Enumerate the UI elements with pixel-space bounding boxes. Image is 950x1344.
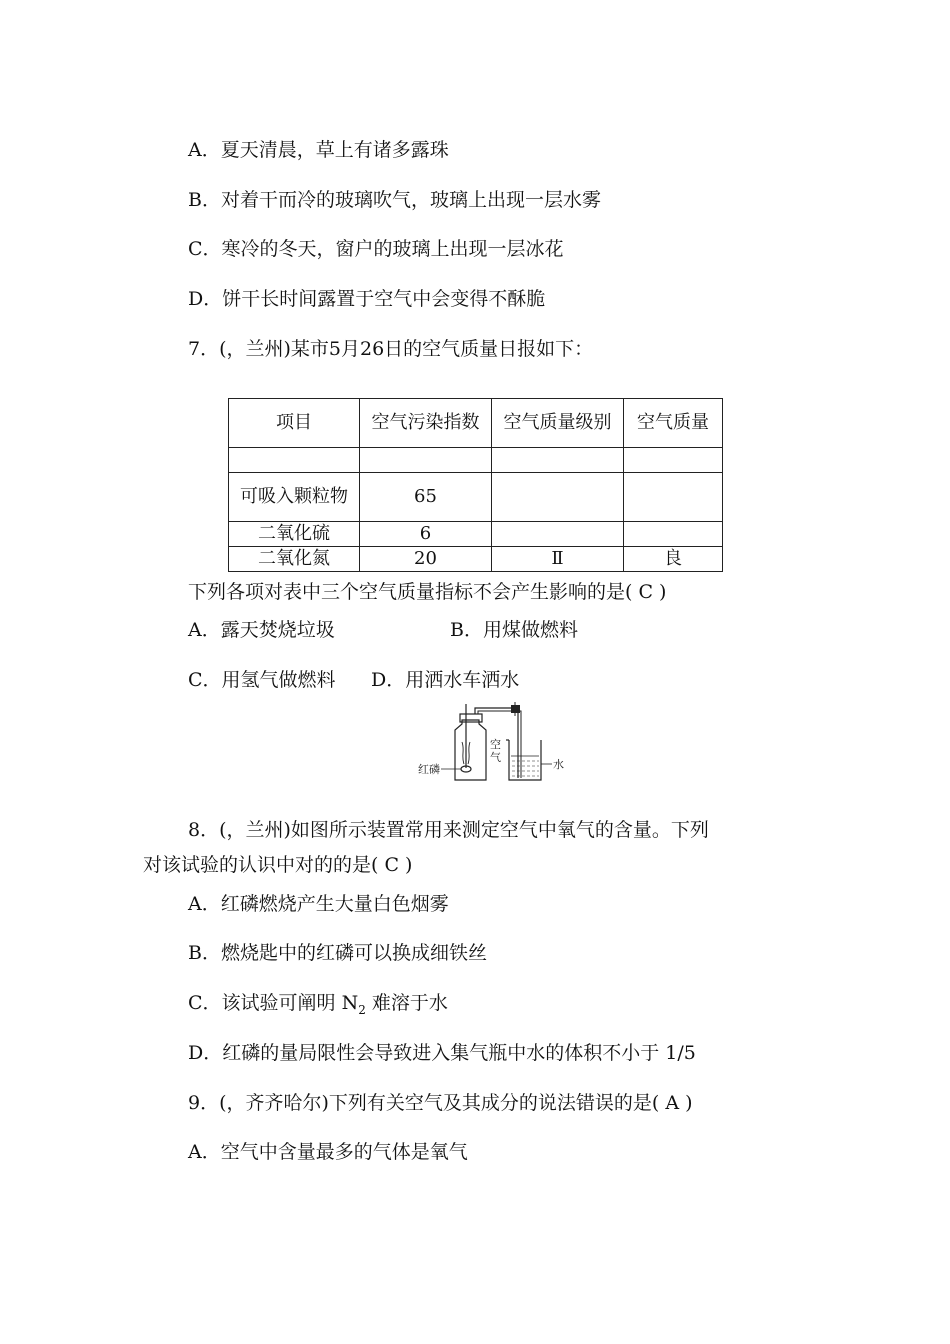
table-row bbox=[229, 448, 723, 473]
q6-option-d: D．饼干长时间露置于空气中会变得不酥脆 bbox=[188, 288, 546, 310]
q8-option-c-pre: C．该试验可阐明 N bbox=[188, 992, 359, 1014]
table-header-row bbox=[229, 399, 723, 448]
table-cell: 65 bbox=[360, 473, 492, 522]
q8-option-b: B．燃烧匙中的红磷可以换成细铁丝 bbox=[188, 942, 487, 964]
table-cell: 可吸入颗粒物 bbox=[229, 473, 360, 522]
label-water: 水 bbox=[553, 758, 564, 771]
q7-stem: 7．(，兰州)某市5月26日的空气质量日报如下： bbox=[188, 338, 594, 360]
q6-option-c: C．寒冷的冬天，窗户的玻璃上出现一层冰花 bbox=[188, 238, 564, 260]
table-cell bbox=[624, 473, 723, 522]
q8-option-d: D．红磷的量局限性会导致进入集气瓶中水的体积不小于 1/5 bbox=[188, 1042, 696, 1064]
table-cell: Ⅱ bbox=[492, 547, 624, 572]
table-cell: 6 bbox=[360, 522, 492, 547]
q6-option-b: B．对着干而冷的玻璃吹气，玻璃上出现一层水雾 bbox=[188, 189, 601, 211]
header-index: 空气污染指数 bbox=[360, 399, 492, 448]
table-row bbox=[229, 547, 723, 572]
header-item: 项目 bbox=[229, 399, 360, 448]
label-red-phosphorus: 红磷 bbox=[418, 763, 440, 776]
q8-option-c bbox=[188, 991, 448, 1022]
table-cell: 二氧化氮 bbox=[229, 547, 360, 572]
table-row bbox=[229, 473, 723, 522]
q7-question: 下列各项对表中三个空气质量指标不会产生影响的是( C ) bbox=[188, 581, 667, 603]
header-level: 空气质量级别 bbox=[492, 399, 624, 448]
q8-stem-line1: 8．(，兰州)如图所示装置常用来测定空气中氧气的含量。下列 bbox=[188, 819, 709, 841]
q6-option-a: A．夏天清晨，草上有诸多露珠 bbox=[188, 139, 449, 161]
q9-option-a: A．空气中含量最多的气体是氧气 bbox=[188, 1141, 468, 1163]
q8-stem-line2: 对该试验的认识中对的的是( C ) bbox=[143, 854, 413, 876]
q7-option-c: C．用氢气做燃料 bbox=[188, 669, 336, 691]
air-quality-table bbox=[228, 398, 723, 572]
table-cell bbox=[492, 522, 624, 547]
table-cell bbox=[360, 448, 492, 473]
table-cell bbox=[492, 473, 624, 522]
table-cell: 良 bbox=[624, 547, 723, 572]
q8-option-a: A．红磷燃烧产生大量白色烟雾 bbox=[188, 893, 449, 915]
label-air-2: 气 bbox=[490, 751, 501, 764]
table-cell bbox=[229, 448, 360, 473]
header-quality: 空气质量 bbox=[624, 399, 723, 448]
table-cell: 二氧化硫 bbox=[229, 522, 360, 547]
q9-stem: 9．(，齐齐哈尔)下列有关空气及其成分的说法错误的是( A ) bbox=[188, 1092, 693, 1114]
q7-option-b: B．用煤做燃料 bbox=[450, 619, 578, 641]
table-cell bbox=[492, 448, 624, 473]
oxygen-measurement-apparatus bbox=[415, 700, 585, 786]
q8-option-c-post: 难溶于水 bbox=[365, 992, 448, 1014]
table-cell bbox=[624, 522, 723, 547]
table-cell: 20 bbox=[360, 547, 492, 572]
table-row bbox=[229, 522, 723, 547]
q8-option-c-subscript: 2 bbox=[358, 1002, 366, 1017]
q7-option-a: A．露天焚烧垃圾 bbox=[188, 619, 335, 641]
label-air-1: 空 bbox=[490, 738, 501, 751]
table-cell bbox=[624, 448, 723, 473]
q7-option-d: D．用洒水车洒水 bbox=[371, 669, 520, 691]
